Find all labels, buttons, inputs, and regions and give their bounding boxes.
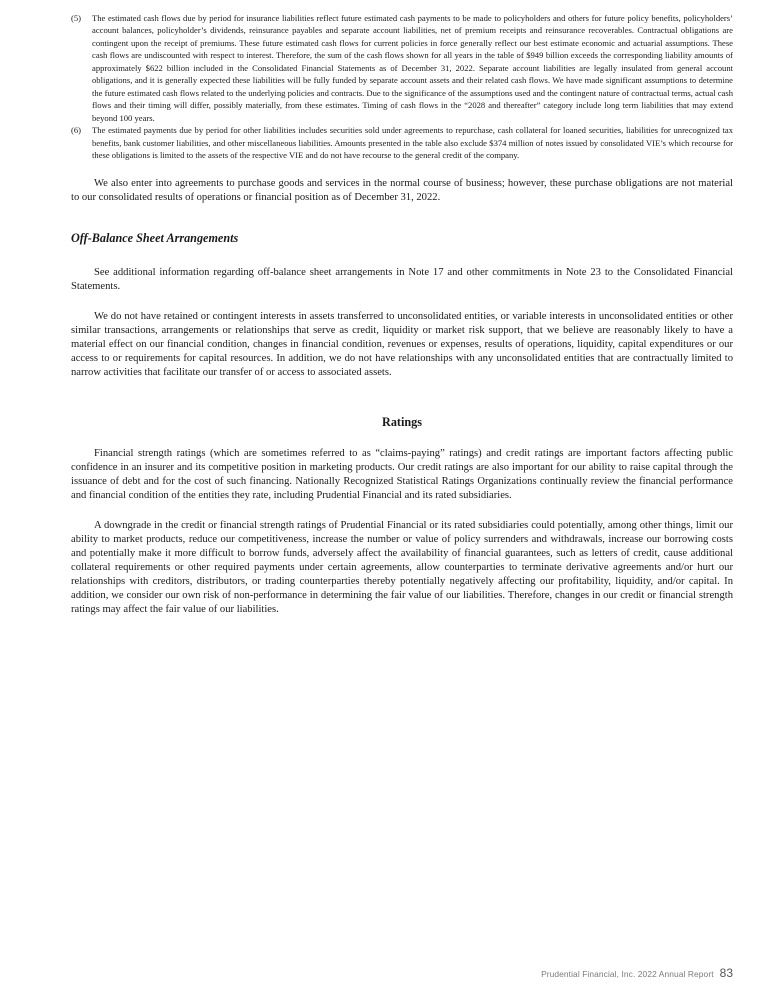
off-balance-paragraph-see-notes: See additional information regarding off-balance sheet arrangements in Note 17 and other commitments in Note 23 to the Consolidated Financial Statements.: [71, 267, 733, 293]
footnotes-section: [71, 12, 733, 161]
footnote-number: (6): [71, 125, 82, 136]
page-number: 83: [719, 966, 733, 980]
report-title: Prudential Financial, Inc. 2022 Annual Report: [541, 969, 714, 979]
off-balance-paragraph-interests: We do not have retained or contingent interests in assets transferred to unconsolidated entities, or variable interests in unconsolidated entities or other similar transactions, arrangements or relationships that serve as credit, liquidity or market risk support, that we believe are reasonably likely to have a material effect on our financial condition, changes in financial condition, revenues or expenses, results of operations, liquidity, capital expenditures or our access to or requirements for capital resources. In addition, we do not have relationships with any unconsolidated entities that are contractually limited to narrow activities that facilitate our transfer of or access to associated assets.: [71, 311, 733, 379]
ratings-heading: Ratings: [382, 415, 422, 430]
footnote-text: The estimated cash flows due by period for insurance liabilities reflect future estimated cash payments to be made to policyholders and others for future policy benefits, policyholders’ account balances, policyholder’s dividends, reinsurance payables and separate account liabilities, net of premium receipts and reinsurance recoverables. Contractual obligations are contingent upon the receipt of premiums. These future estimated cash flows for current policies in force generally reflect our best estimate economic and actuarial assumptions. These cash flows are undiscounted with respect to interest. Therefore, the sum of the cash flows shown for all years in the table of $949 billion exceeds the corresponding liability amounts of approximately $622 billion included in the Consolidated Financial Statements as of December 31, 2022. Separate account liabilities are legally insulated from general account obligations, and it is generally expected these liabilities will be fully funded by separate account assets and their related cash flows. We have made significant assumptions to determine the future estimated cash flows related to the underlying policies and contracts. Due to the significance of the assumptions used and the contingent nature of contractual terms, actual cash flows and their timing will differ, possibly materially, from these estimates. Timing of cash flows in the “2028 and thereafter” category include long term liabilities that may extend beyond 100 years.: [92, 13, 733, 123]
ratings-paragraph-importance: Financial strength ratings (which are sometimes referred to as “claims-paying” ratings) and credit ratings are important factors affecting public confidence in an insurer and its competitive position in marketing products. Our credit ratings are also important for our ability to raise capital through the issuance of debt and for the cost of such financing. Nationally Recognized Statistical Ratings Organizations continually review the financial performance and financial condition of the entities they rate, including Prudential Financial and its rated subsidiaries.: [71, 448, 733, 502]
purchase-obligations-paragraph: We also enter into agreements to purchase goods and services in the normal course of business; however, these purchase obligations are not material to our consolidated results of operations or financial position as of December 31, 2022.: [71, 178, 733, 204]
footnote-5: [71, 12, 733, 124]
ratings-paragraph-downgrade: A downgrade in the credit or financial strength ratings of Prudential Financial or its rated subsidiaries could potentially, among other things, limit our ability to market products, reduce our competitiveness, increase the number or value of policy surrenders and withdrawals, increase our borrowing costs and potentially make it more difficult to borrow funds, adversely affect the availability of financial guarantees, such as letters of credit, cause additional collateral requirements or other required payments under certain agreements, allow counterparties to terminate derivative agreements and/or hurt our relationships with creditors, distributors, or trading counterparties thereby potentially negatively affecting our profitability, liquidity, and/or capital. In addition, we consider our own risk of non-performance in determining the fair value of our liabilities. Therefore, changes in our credit or financial strength ratings may affect the fair value of our liabilities.: [71, 520, 733, 616]
footnote-number: (5): [71, 13, 82, 23]
document-page: [71, 12, 733, 617]
footnote-6: [71, 124, 733, 161]
footnote-text: The estimated payments due by period for other liabilities includes securities sold under agreements to repurchase, cash collateral for loaned securities, liabilities for unrecognized tax benefits, bank customer liabilities, and other miscellaneous liabilities. Amounts presented in the table also exclude $374 million of notes issued by consolidated VIE’s which recourse for these obligations is limited to the assets of the respective VIE and do not have recourse to the general credit of the company.: [92, 125, 733, 160]
page-footer: [541, 966, 733, 980]
off-balance-sheet-heading: Off-Balance Sheet Arrangements: [71, 231, 239, 246]
